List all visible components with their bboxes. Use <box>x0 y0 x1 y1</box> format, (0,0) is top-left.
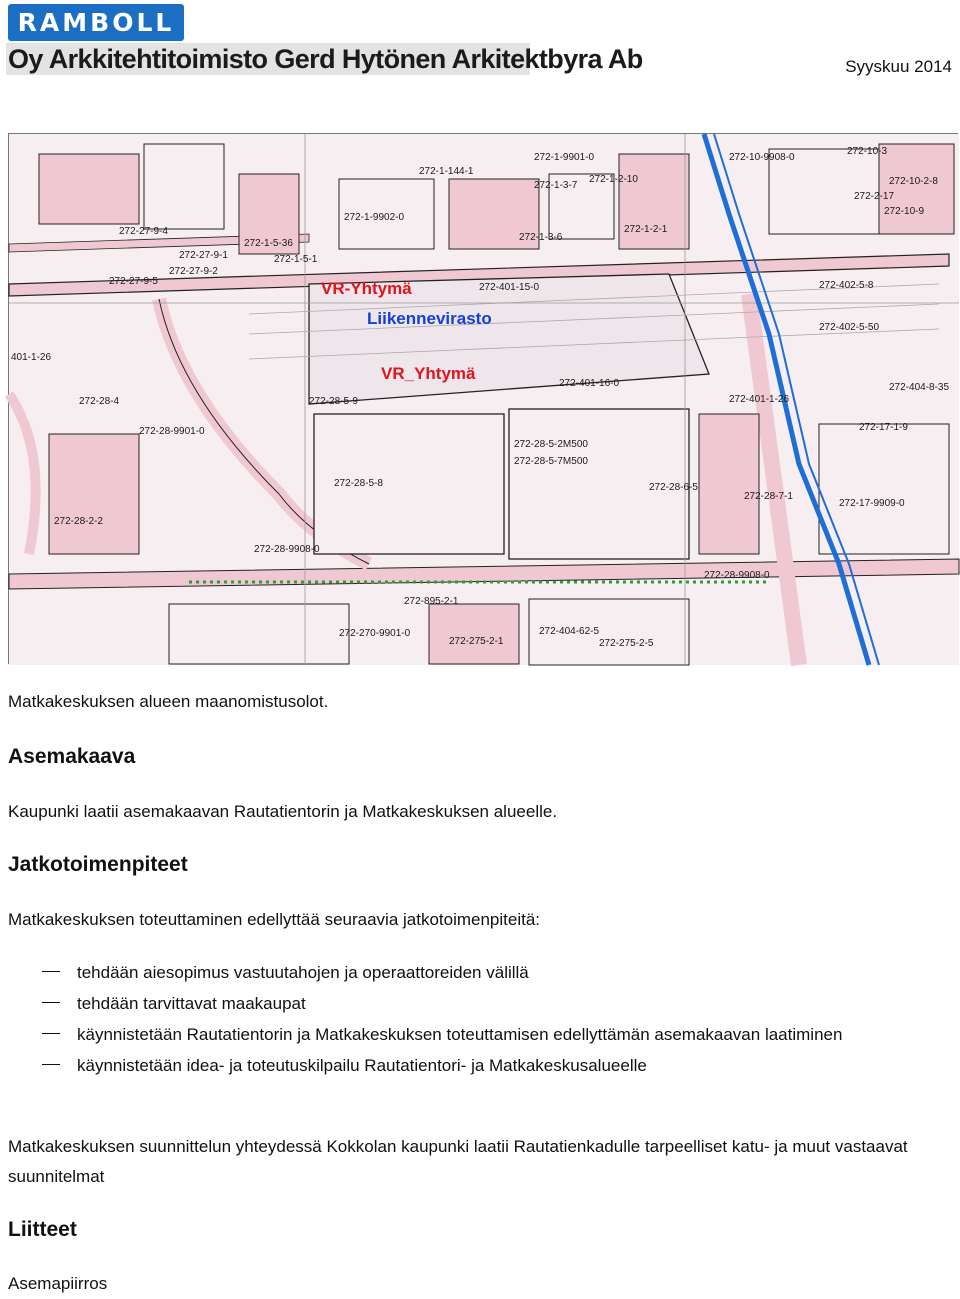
list-item-text: tehdään aiesopimus vastuutahojen ja operaattoreiden välillä <box>77 963 529 982</box>
section-title-asemakaava: Asemakaava <box>8 745 136 768</box>
asemakaava-text: Kaupunki laatii asemakaavan Rautatientorin ja Matkakeskuksen alueelle. <box>8 802 558 821</box>
parcel-label: 272-270-9901-0 <box>339 628 411 639</box>
section-title-liitteet: Liitteet <box>8 1218 77 1241</box>
map-owner-label: VR-Yhtymä <box>321 279 412 298</box>
dash-bullet <box>42 1002 60 1003</box>
liitteet-text: Asemapiirros <box>8 1274 108 1293</box>
parcel-label: 272-404-8-35 <box>889 382 950 393</box>
jatko-intro: Matkakeskuksen toteuttaminen edellyttää seuraavia jatkotoimenpiteitä: <box>8 910 541 929</box>
parcel-label: 272-28-2-2 <box>54 516 103 527</box>
parcel-label: 272-1-3-7 <box>534 180 578 191</box>
parcel-label: 272-275-2-1 <box>449 636 504 647</box>
land-ownership-map <box>8 133 958 664</box>
dash-bullet <box>42 1064 60 1065</box>
parcel-label: 272-17-9909-0 <box>839 498 905 509</box>
parcel-label: 272-401-15-0 <box>479 282 540 293</box>
parcel-label: 272-1-2-10 <box>589 174 638 185</box>
list-item <box>8 1019 938 1050</box>
parcel-label: 272-28-7-1 <box>744 491 793 502</box>
parcel-label: 272-27-9-1 <box>179 250 228 261</box>
map-caption: Matkakeskuksen alueen maanomistusolot. <box>8 692 329 711</box>
dash-bullet <box>42 971 60 972</box>
document-date: Syyskuu 2014 <box>845 57 952 76</box>
map-drawing <box>9 134 959 665</box>
parcel-label: 272-27-9-5 <box>109 276 158 287</box>
parcel-label: 272-1-3-6 <box>519 232 563 243</box>
parcel-label: 272-28-6-5 <box>649 482 698 493</box>
parcel-label: 272-27-9-4 <box>119 226 168 237</box>
list-item-text: käynnistetään Rautatientorin ja Matkakeskuksen toteuttamisen edellyttämän asemakaavan laatiminen <box>77 1025 843 1044</box>
parcel-label: 272-2-17 <box>854 191 895 202</box>
map-owner-label: Liikennevirasto <box>367 309 492 328</box>
jatko-list <box>8 957 938 1081</box>
parcel-label: 272-1-144-1 <box>419 166 474 177</box>
parcel-label: 272-17-1-9 <box>859 422 908 433</box>
list-item-text: tehdään tarvittavat maakaupat <box>77 994 306 1013</box>
list-item <box>8 1050 938 1081</box>
parcel-label: 272-1-5-1 <box>274 254 318 265</box>
list-item-text: käynnistetään idea- ja toteutuskilpailu Rautatientori- ja Matkakeskusalueelle <box>77 1056 647 1075</box>
list-item <box>8 957 938 988</box>
parcel-label: 272-10-2-8 <box>889 176 938 187</box>
jatko-outro: Matkakeskuksen suunnittelun yhteydessä Kokkolan kaupunki laatii Rautatienkadulle tarpeelliset katu- ja muut vastaavat suunnitelmat <box>8 1137 908 1186</box>
parcel-label: 272-28-9908-0 <box>704 570 770 581</box>
parcel-label: 272-28-4 <box>79 396 120 407</box>
map-owner-label: VR_Yhtymä <box>381 364 476 383</box>
parcel-label: 272-28-5-2M500 <box>514 439 588 450</box>
parcel-label: 272-28-5-7M500 <box>514 456 588 467</box>
parcel-label: 272-895-2-1 <box>404 596 459 607</box>
parcel-label: 272-402-5-8 <box>819 280 874 291</box>
parcel-label: 272-27-9-2 <box>169 266 218 277</box>
parcel-label: 272-28-9908-0 <box>254 544 320 555</box>
parcel-label: 272-28-5-9 <box>309 396 358 407</box>
ramboll-logo: RAMBOLL <box>8 4 184 41</box>
parcel-label: 272-10-9908-0 <box>729 152 795 163</box>
parcel-label: 272-1-5-36 <box>244 238 293 249</box>
parcel-label: 272-28-5-8 <box>334 478 383 489</box>
section-title-jatkotoimenpiteet: Jatkotoimenpiteet <box>8 853 188 876</box>
parcel-label: 272-401-16-0 <box>559 378 620 389</box>
parcel-label: 272-404-62-5 <box>539 626 600 637</box>
list-item <box>8 988 938 1019</box>
parcel-label: 272-1-9901-0 <box>534 152 595 163</box>
parcel-label: 272-28-9901-0 <box>139 426 205 437</box>
parcel-label: 272-401-1-26 <box>729 394 790 405</box>
parcel-label: 272-275-2-5 <box>599 638 654 649</box>
firm-name-banner: Oy Arkkitehtitoimisto Gerd Hytönen Arkitektbyra Ab <box>8 44 643 74</box>
parcel-label: 272-10-3 <box>847 146 888 157</box>
parcel-label: 272-1-2-1 <box>624 224 668 235</box>
dash-bullet <box>42 1033 60 1034</box>
parcel-label: 272-10-9 <box>884 206 925 217</box>
parcel-label: 272-402-5-50 <box>819 322 880 333</box>
parcel-label: 272-1-9902-0 <box>344 212 405 223</box>
parcel-label: 401-1-26 <box>11 352 52 363</box>
